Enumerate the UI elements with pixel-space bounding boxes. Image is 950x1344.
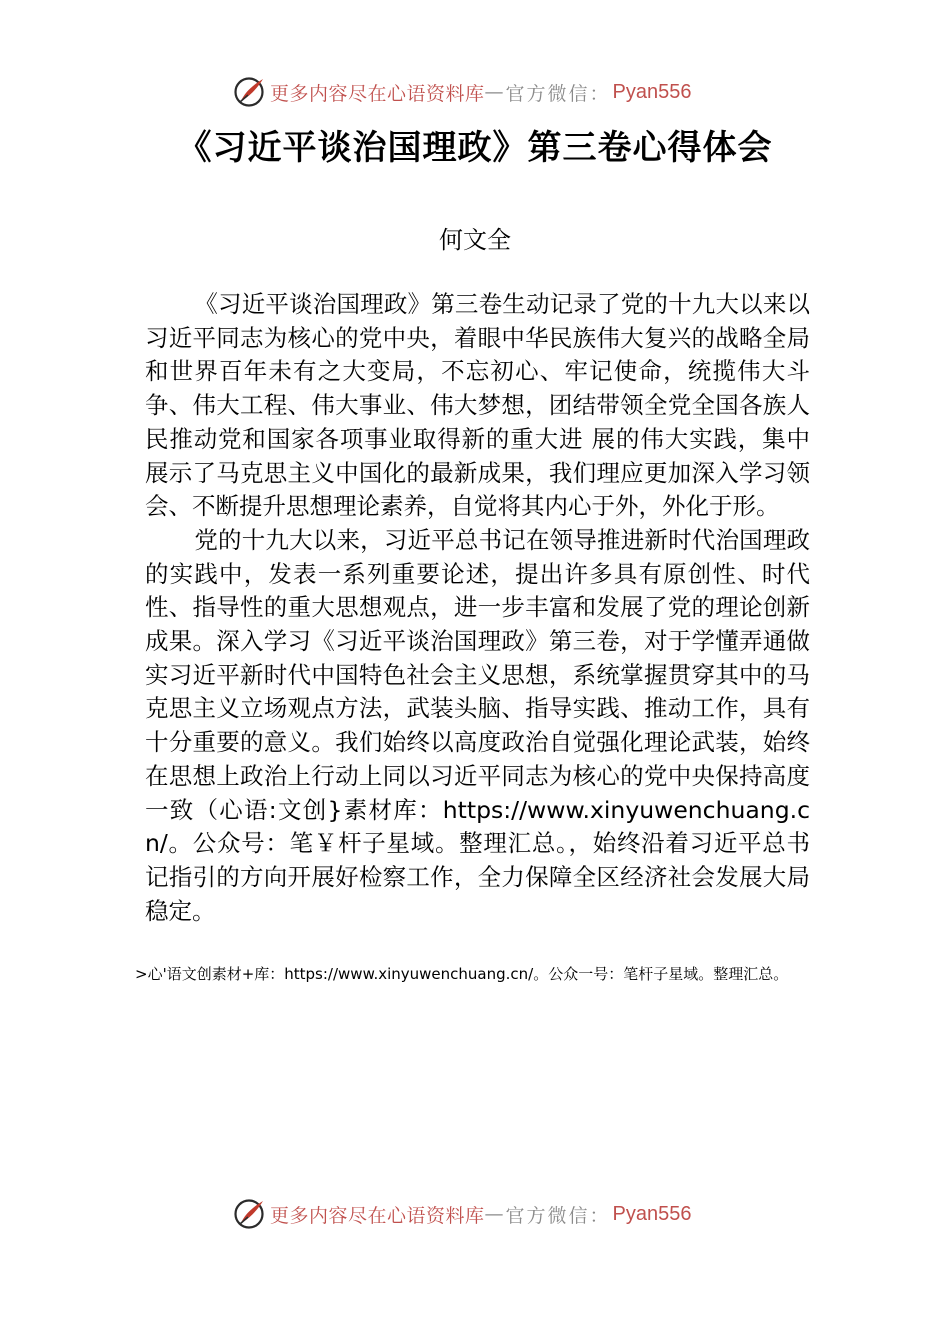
document-title: 《习近平谈治国理政》第三卷心得体会 — [177, 128, 773, 168]
document-body — [145, 288, 810, 928]
header-banner — [232, 75, 692, 109]
banner-text: 更多内容尽在心语资料库 — [270, 82, 485, 105]
source-footnote: >心'语文创素材+库：https://www.xinyuwenchuang.cn/。公众一号：笔杆子星域。整理汇总。 — [135, 965, 789, 983]
banner-wechat-label: 官方微信： — [505, 82, 611, 105]
banner-wechat-id: Pyan556 — [612, 80, 692, 103]
feather-quill-logo — [232, 1197, 266, 1231]
banner-text: 更多内容尽在心语资料库 — [270, 1204, 485, 1227]
footer-banner — [232, 1197, 692, 1231]
banner-dash: — — [484, 81, 506, 103]
banner-wechat-label: 官方微信： — [505, 1204, 611, 1227]
body-paragraph-1: 《习近平谈治国理政》第三卷生动记录了党的十九大以来以习近平同志为核心的党中央，着眼中华民族伟大复兴的战略全局和世界百年未有之大变局，不忘初心、牢记使命，统揽伟大斗争、伟大工程、伟大事业、伟大梦想，团结带领全党全国各族人民推动党和国家各项事业取得新的重大进 展的伟大实践，集中展示了马克思主义中国化的最新成果，我们理应更加深入学习领会、不断提升思想理论素养，自觉将其内心于外，外化于形。 — [145, 290, 810, 521]
banner-dash: — — [484, 1203, 506, 1225]
feather-quill-logo — [232, 75, 266, 109]
document-author: 何文全 — [439, 226, 511, 254]
banner-wechat-id: Pyan556 — [612, 1202, 692, 1225]
body-paragraph-2: 党的十九大以来，习近平总书记在领导推进新时代治国理政的实践中，发表一系列重要论述，提出许多具有原创性、时代性、指导性的重大思想观点，进一步丰富和发展了党的理论创新成果。深入学习《习近平谈治国理政》第三卷，对于学懂弄通做实习近平新时代中国特色社会主义思想，系统掌握贯穿其中的马克思主义立场观点方法，武装头脑、指导实践、推动工作，具有十分重要的意义。我们始终以高度政治自觉强化理论武装，始终在思想上政治上行动上同以习近平同志为核心的党中央保持高度一致（心语:文创}素材库：https://www.xinyuwenchuang.cn/。公众号：笔￥杆子星域。整理汇总。，始终沿着习近平总书记指引的方向开展好检察工作，全力保障全区经济社会发展大局稳定。 — [145, 525, 810, 925]
